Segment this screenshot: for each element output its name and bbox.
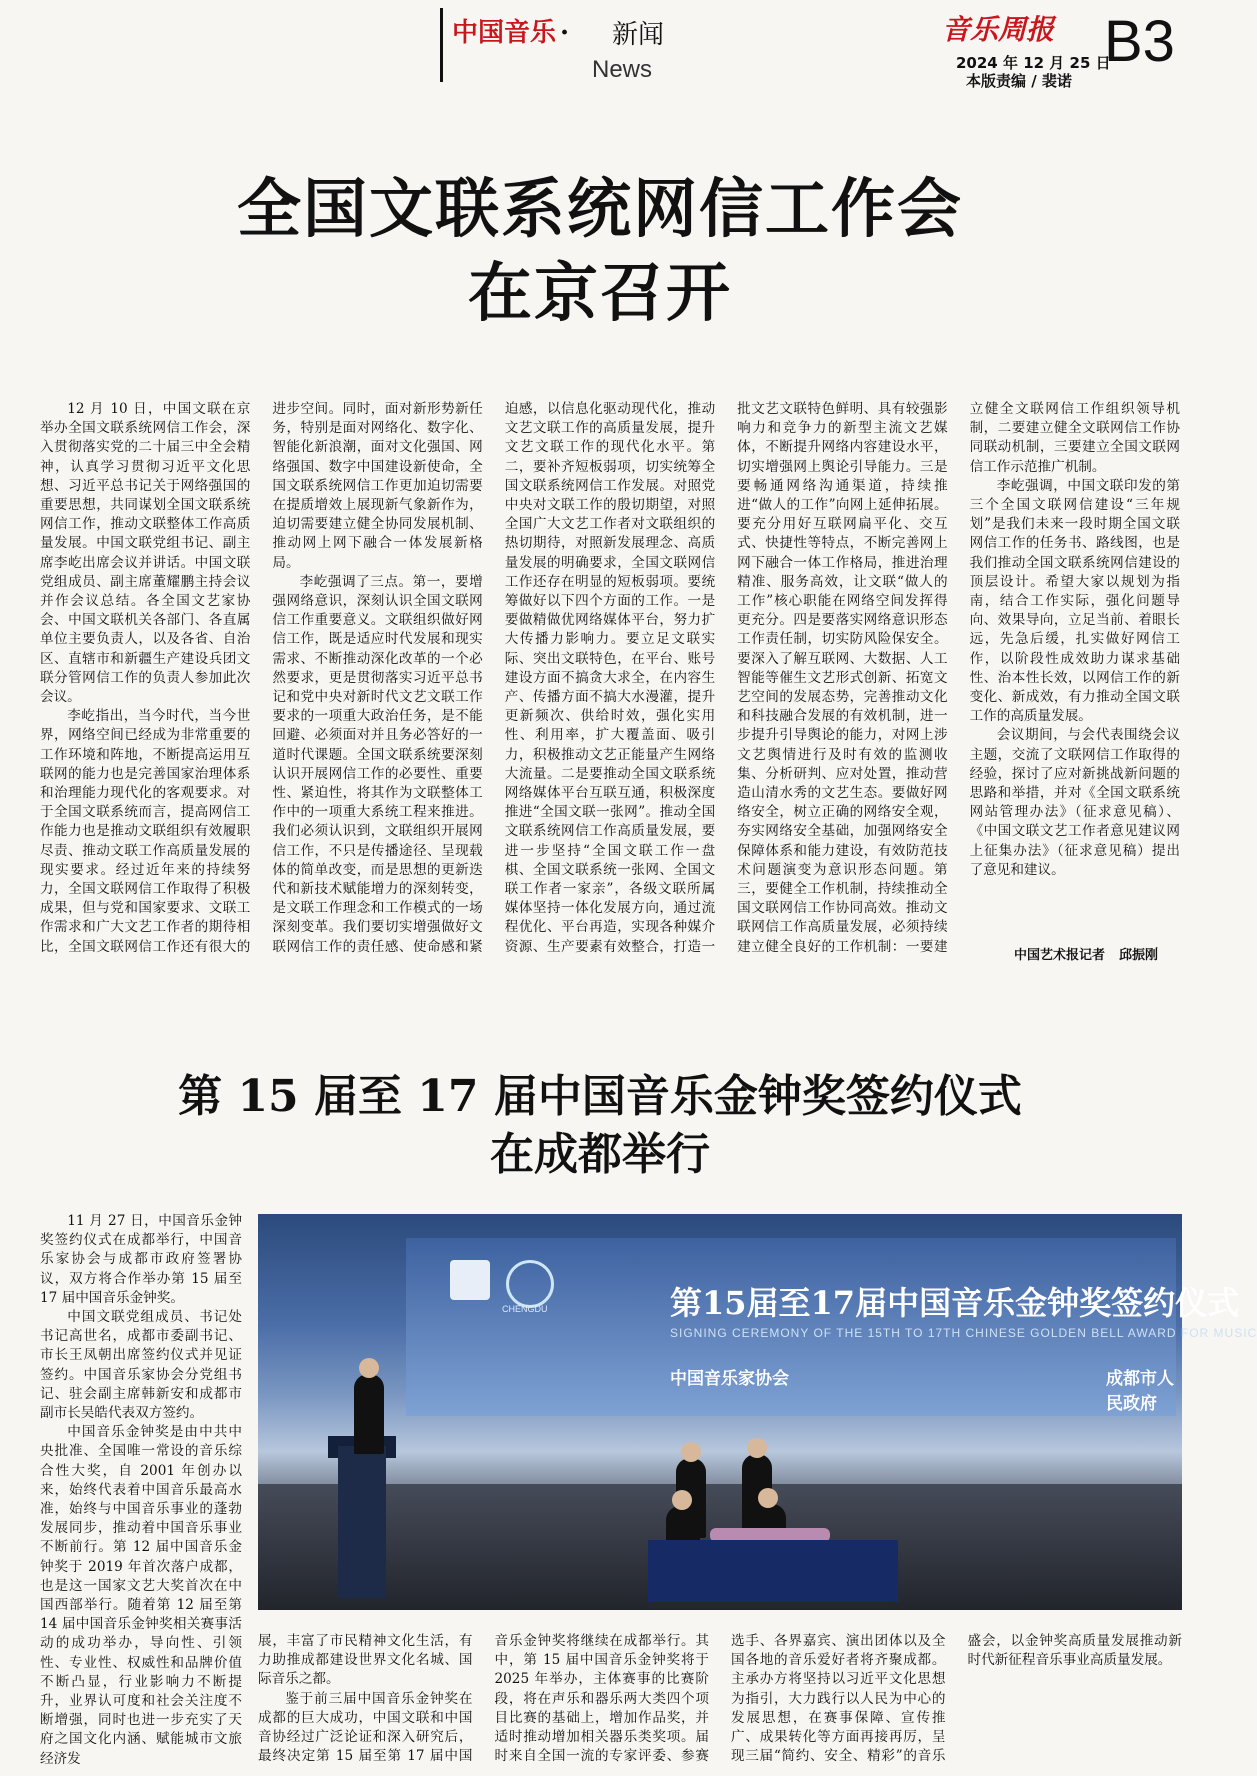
byline-name: 邱振刚 — [1119, 948, 1159, 963]
article2-paragraph: 中国音乐金钟奖是由中共中央批准、全国唯一常设的音乐综合性大奖，自 2001 年创办以来，始终代表着中国音乐最高水准，始终与中国音乐事业的蓬勃发展同步，推动着中国音乐事业不断前行。第 12 届中国音乐金钟奖于 2019 年首次落户成都，也是这一国家文艺大奖首次在中国西部举行。随着第 12 届至第 14 届中国音乐金钟奖相关赛事活动的成功举办，导向性、引领性、专业性、权威性和品牌价值不断凸显，行业影响力不断提升，业界认可度和社会关注度不断增强，同时也进一步充实了天府之国文化内涵、赋能城市文旅经济发 — [40, 1424, 242, 1767]
article2-headline-line1: 第 15 届至 17 届中国音乐金钟奖签约仪式 — [178, 1071, 1022, 1122]
chengdu-logo-icon — [506, 1260, 554, 1308]
article1-headline-line2: 在京召开 — [468, 257, 732, 331]
article1-headline — [60, 168, 1140, 336]
article2-body — [258, 1632, 1182, 1768]
article1-paragraph: 李屹指出，当今时代，当今世界，网络空间已经成为非常重要的工作环境和阵地，不断提高运用互联网的能力也是完善国家治理体系和治理能力现代化的客观要求。对于全国文联系统而言，提高网信工作能力也是推动文联组织有效履职尽责、推动文联工作高质量发展的现实要求。经过近年来的持续努力，全国文联网信工作取得了积极成果，但与党和国家要求、文联工作需求和广大文艺工作者的期待相比，全国文联网信工作还有很大的进步空间。同时，面对新形势新任务，特别是面对网络化、数字化、智能化新浪潮，面对文化强国、网络强国、数字中国建设新使命，全国文联系统网信工作更加迫切需要在提质增效上展现新气象新作为，迫切需要建立健全协同发展机制、推动网上网下融合一体发展新格局。 — [40, 401, 483, 955]
stage-screen — [406, 1238, 1257, 1416]
section-name-en: News — [592, 56, 653, 83]
podium — [338, 1446, 386, 1598]
article1-paragraph: 12 月 10 日，中国文联在京举办全国文联系统网信工作会，深入贯彻落实党的二十届三中全会精神，认真学习贯彻习近平文化思想、习近平总书记关于网络强国的重要思想，共同谋划全国文联系统网信工作，推动文联整体工作高质量发展。中国文联党组书记、副主席李屹出席会议并讲话。中国文联党组成员、副主席董耀鹏主持会议并作会议总结。各全国文艺家协会、中国文联机关各部门、各直属单位主要负责人，以及各省、自治区、直辖市和新疆生产建设兵团文联分管网信工作的负责人参加此次会议。 — [40, 401, 251, 706]
issue-date: 2024 年 12 月 25 日 — [956, 54, 1111, 72]
screen-right-party: 成都市人民政府 — [1106, 1369, 1174, 1414]
masthead — [0, 0, 1200, 92]
article2-headline-line2: 在成都举行 — [490, 1129, 710, 1180]
brand-logo: 中国音乐 · — [452, 18, 570, 48]
paper-logo: 音乐周报 — [942, 13, 1055, 46]
article1-body — [40, 400, 1180, 970]
host-head — [359, 1358, 379, 1378]
host-figure — [354, 1374, 384, 1454]
section-name: 新闻 — [612, 20, 665, 50]
article1-paragraph: 会议期间，与会代表围绕会议主题，交流了文联网信工作取得的经验，探讨了应对新挑战新问题的思路和举措，并对《全国文联系统网站管理办法》（征求意见稿）、《中国文联文艺工作者意见建议网上征集办法》（征求意见稿）提出了意见和建议。 — [969, 727, 1180, 878]
screen-subtitle: SIGNING CEREMONY OF THE 15TH TO 17TH CHINESE GOLDEN BELL AWARD FOR MUSIC — [670, 1326, 1257, 1340]
article2-paragraph: 中国文联党组成员、书记处书记高世名，成都市委副书记、市长王凤朝出席签约仪式并见证签约。中国音乐家协会分党组书记、驻会副主席韩新安和成都市副市长吴皓代表双方签约。 — [40, 1309, 242, 1422]
signer-head — [758, 1488, 778, 1508]
screen-left-party: 中国音乐家协会 — [670, 1369, 789, 1389]
signer-head — [672, 1490, 692, 1510]
article1-headline-line1: 全国文联系统网信工作会 — [237, 173, 963, 247]
article1-paragraph: 李屹强调，中国文联印发的第三个全国文联网信建设“三年规划”是我们未来一段时期全国文联网信工作的任务书、路线图，也是我们推动全国文联系统网信建设的顶层设计。希望大家以规划为指南，结合工作实际，强化问题导向、效果导向，立足当前、着眼长远，先急后缓，扎实做好网信工作，以阶段性成效助力谋求基础性、治本性长效，以网信工作的新变化、新成效，有力推动全国文联工作的高质量发展。 — [969, 477, 1180, 725]
signing-ceremony-photo — [258, 1214, 1257, 1610]
article2-headline — [60, 1068, 1140, 1184]
page-number: B3 — [1104, 9, 1175, 74]
chengdu-logo-text: CHENGDU — [502, 1304, 548, 1314]
signing-table — [648, 1540, 898, 1602]
article2-paragraph: 11 月 27 日，中国音乐金钟奖签约仪式在成都举行，中国音乐家协会与成都市政府签署协议，双方将合作举办第 15 届至 17 届中国音乐金钟奖。 — [40, 1213, 242, 1306]
article1-byline — [1000, 944, 1158, 963]
page-editor: 本版责编 / 裴诺 — [966, 72, 1072, 90]
witness-head — [681, 1442, 701, 1462]
masthead-divider — [440, 8, 443, 82]
article2-lead-column — [40, 1212, 242, 1767]
article1-paragraph: 李屹强调了三点。第一，要增强网络意识，深刻认识全国文联网信工作重要意义。文联组织做好网信工作，既是适应时代发展和现实需求、不断推动深化改革的一个必然要求，更是贯彻落实习近平总书记和党中央对新时代文艺文联工作要求的一项重大政治任务，是不能回避、必须面对并且务必答好的一道时代课题。全国文联系统要深刻认识开展网信工作的必要性、重要性、紧迫性，将其作为文联整体工作中的一项重大系统工程来推进。我们必须认识到，文联组织开展网信工作，不只是传播途径、呈现载体的简单改变，而是思想的更新迭代和新技术赋能增力的深刻转变，是文联工作理念和工作模式的一场深刻变革。我们要切实增强做好文联网信工作的责任感、使命感和紧迫感，以信息化驱动现代化，推动文艺文联工作的高质量发展，提升文艺文联工作的现代化水平。第二，要补齐短板弱项，切实统筹全国文联系统网信工作发展。对照党中央对文联工作的殷切期望，对照全国广大文艺工作者对文联组织的热切期待，对照新发展理念、高质量发展的明确要求，全国文联网信工作还存在明显的短板弱项。要统筹做好以下四个方面的工作。一是要做精做优网络媒体平台，努力扩大传播力影响力。要立足文联实际、突出文联特色，在平台、账号建设方面不搞贪大求全，在内容生产、传播方面不搞大水漫灌，提升更新频次、供给时效，强化实用性、利用率，扩大覆盖面、吸引力，积极推动文艺正能量产生网络大流量。二是要推动全国文联系统网络媒体平台互联互通，积极深度推进“全国文联一张网”。推动全国文联系统网信工作高质量发展，要进一步坚持“全国文联工作一盘棋、全国文联系统一张网、全国文联工作者一家亲”，各级文联所属媒体坚持一体化发展方向，通过流程优化、平台再造，实现各种媒介资源、生产要素有效整合，打造一批文艺文联特色鲜明、具有较强影响力和竞争力的新型主流文艺媒体，不断提升网络内容建设水平，切实增强网上舆论引导能力。三是要畅通网络沟通渠道，持续推进“做人的工作”向网上延伸拓展。要充分用好互联网扁平化、交互式、快捷性等特点，不断完善网上网下融合一体工作格局，推进治理精准、服务高效，让文联“做人的工作”核心职能在网络空间发挥得更充分。四是要落实网络意识形态工作责任制，切实防风险保安全。要深入了解互联网、大数据、人工智能等催生文艺形式创新、拓宽文艺空间的发展态势，完善推动文化和科技融合发展的有效机制，进一步提升引导舆论的能力，对网上涉文艺舆情进行及时有效的监测收集、分析研判、应对处置，推动营造山清水秀的文艺生态。要做好网络安全，树立正确的网络安全观，夯实网络安全基础，加强网络安全保障体系和能力建设，有效防范技术问题演变为意识形态问题。第三，要健全工作机制，持续推动全国文联网信工作协同高效。推动文联网信工作高质量发展，必须持续建立健全良好的工作机制：一要建立健全文联网信工作组织领导机制，二要建立健全文联网信工作协同联动机制，三要建立全国文联网信工作示范推广机制。 — [272, 401, 1180, 955]
article2-paragraph: 鉴于前三届中国音乐金钟奖在成都的巨大成功，中国文联和中国音协经过广泛论证和深入研究后，最终决定第 15 届至第 17 届中国音乐金钟奖将继续在成都举行。其中，第 15 届中国音乐金钟奖将于 2025 年举办，主体赛事的比赛阶段，将在声乐和器乐两大类四个项目比赛的基础上，增加作品奖，并适时推动增加相关器乐类奖项。届时来自全国一流的专家评委、参赛选手、各界嘉宾、演出团体以及全国各地的音乐爱好者将齐聚成都。主承办方将坚持以习近平文化思想为指引，大力践行以人民为中心的发展思想，在赛事保障、宣传推广、成果转化等方面再接再厉，呈现三届“简约、安全、精彩”的音乐盛会，以金钟奖高质量发展推动新时代新征程音乐事业高质量发展。 — [258, 1633, 1182, 1765]
screen-title: 第15届至17届中国音乐金钟奖签约仪式 — [670, 1284, 1240, 1322]
witness-head — [747, 1438, 767, 1458]
music-association-logo-icon — [450, 1260, 490, 1300]
article2-paragraph: 展，丰富了市民精神文化生活，有力助推成都建设世界文化名城、国际音乐之都。 — [258, 1633, 473, 1688]
byline-org: 中国艺术报记者 — [1014, 948, 1106, 963]
